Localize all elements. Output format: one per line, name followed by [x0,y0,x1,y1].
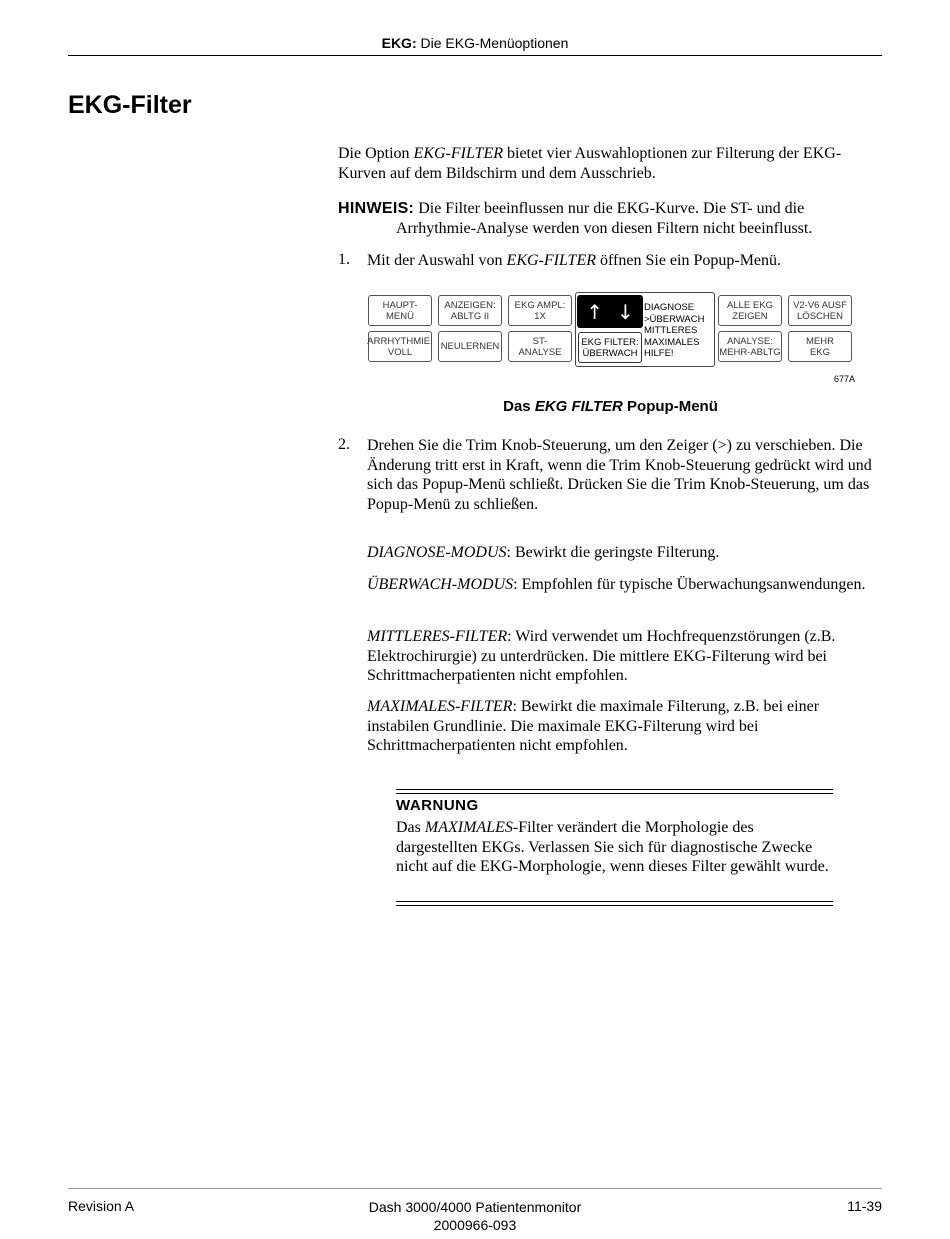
popup-option-diagnose[interactable]: DIAGNOSE [644,302,695,313]
note-label: HINWEIS: [338,200,415,217]
footer-revision: Revision A [68,1198,135,1214]
caption-pre: Das [503,398,535,415]
step-number-1: 1. [338,251,350,268]
warning-text [396,818,836,877]
step-number-2: 2. [338,436,350,453]
section-title: EKG-Filter [68,91,192,119]
mode-diagnose-term: DIAGNOSE-MODUS [367,544,507,561]
menu-button-anzeigen[interactable]: ANZEIGEN: ABLTG II [438,295,502,326]
popup-option-ueberwach[interactable]: >ÜBERWACH [644,313,705,325]
trim-knob-arrows [577,295,643,328]
menu-button-mehr-ekg[interactable]: MEHR EKG [788,331,852,362]
header-chapter: EKG: [381,35,417,51]
popup-options-list [644,302,704,360]
header-title: Die EKG-Menüoptionen [416,35,569,51]
footer-product-name: Dash 3000/4000 Patientenmonitor [368,1199,582,1215]
menu-button-ekg-filter[interactable]: EKG FILTER: ÜBERWACH [578,332,642,363]
ekg-menu-figure [367,292,857,387]
popup-option-hilfe[interactable]: HILFE! [644,348,674,359]
menu-button-alle-ekg-zeigen[interactable]: ALLE EKG ZEIGEN [718,295,782,326]
mode-diagnose [367,543,883,563]
menu-button-v2-v6-loeschen[interactable]: V2-V6 AUSF LÖSCHEN [788,295,852,326]
popup-option-mittleres[interactable]: MITTLERES [644,325,698,336]
figure-id: 677A [834,374,856,384]
warning-post: -Filter verändert die Morphologie des dargestellten EKGs. Verlassen Sie sich für diagnostische Zwecke nicht auf die EKG-Morphologie, wenn dieses Filter gewählt wurde. [396,819,829,875]
footer-rule [68,1188,882,1189]
step-1-pre: Mit der Auswahl von [367,252,507,269]
mode-ueberwach-text: : Empfohlen für typische Überwachungsanwendungen. [513,576,866,593]
warning-rule-bottom [396,905,833,906]
warning-term: MAXIMALES [424,819,513,836]
intro-text-post: bietet vier Auswahloptionen zur Filterung der EKG-Kurven auf dem Bildschirm und dem Ausschrieb. [338,145,842,182]
warning-pre: Das [396,819,425,836]
caption-term: EKG FILTER [534,398,623,415]
warning-rule-top [396,789,833,790]
header-rule [68,55,882,56]
footer-part-number: 2000966-093 [433,1217,517,1233]
note-text-rest: Arrhythmie-Analyse werden von diesen Filtern nicht beeinflusst. [396,219,813,237]
mode-mittleres [367,627,883,686]
menu-button-haupt-menu[interactable]: HAUPT- MENÜ [368,295,432,326]
figure-caption [338,398,883,415]
caption-post: Popup-Menü [622,398,718,415]
mode-diagnose-text: : Bewirkt die geringste Filterung. [506,544,720,561]
running-header [68,35,882,51]
step-2-text: Drehen Sie die Trim Knob-Steuerung, um den Zeiger (>) zu verschieben. Die Änderung tritt erst in Kraft, wenn die Trim Knob-Steuerung gedrückt wird und sich das Popup-Menü schließt. Drücken Sie die Trim Knob-Steuerung, um das Popup-Menü zu schließen. [367,437,872,513]
warning-rule-top-inner [396,793,833,794]
menu-button-neulernen[interactable]: NEULERNEN [438,331,502,362]
mode-ueberwach-term: ÜBERWACH-MODUS [367,576,514,593]
intro-text-pre: Die Option [338,145,414,162]
menu-button-arrhythmie[interactable]: ARRHYTHMIE: VOLL [368,331,432,362]
step-1-term: EKG-FILTER [506,252,596,269]
footer-page-number: 11-39 [847,1198,882,1214]
arrow-down-icon: ↓ [617,299,634,324]
warning-rule-bottom-inner [396,901,833,902]
menu-button-ekg-ampl[interactable]: EKG AMPL: 1X [508,295,572,326]
mode-maximales-text: : Bewirkt die maximale Filterung, z.B. bei einer instabilen Grundlinie. Die maximale EKG-Filterung wird bei Schrittmacherpatienten nicht empfohlen. [367,698,820,754]
mode-maximales [367,697,883,756]
note-paragraph [338,199,883,238]
warning-title: WARNUNG [396,797,479,814]
step-1-text [367,251,883,271]
menu-button-analyse-mehr-abltg[interactable]: ANALYSE: MEHR-ABLTG [718,331,782,362]
popup-option-maximales[interactable]: MAXIMALES [644,336,700,348]
step-1-post: öffnen Sie ein Popup-Menü. [596,252,782,269]
footer-product [300,1198,650,1234]
intro-term: EKG-FILTER [413,145,503,162]
menu-button-st-analyse[interactable]: ST- ANALYSE [508,331,572,362]
mode-ueberwach [367,575,883,595]
mode-mittleres-text: : Wird verwendet um Hochfrequenzstörungen (z.B. Elektrochirurgie) zu unterdrücken. Die mittlere EKG-Filterung wird bei Schrittmacherpatienten nicht empfohlen. [367,628,836,684]
arrow-up-icon: ↑ [586,299,603,324]
mode-maximales-term: MAXIMALES-FILTER [367,698,513,715]
note-text-first: Die Filter beeinflussen nur die EKG-Kurve. Die ST- und die [414,200,805,217]
intro-paragraph [338,144,883,183]
mode-mittleres-term: MITTLERES-FILTER [367,628,508,645]
